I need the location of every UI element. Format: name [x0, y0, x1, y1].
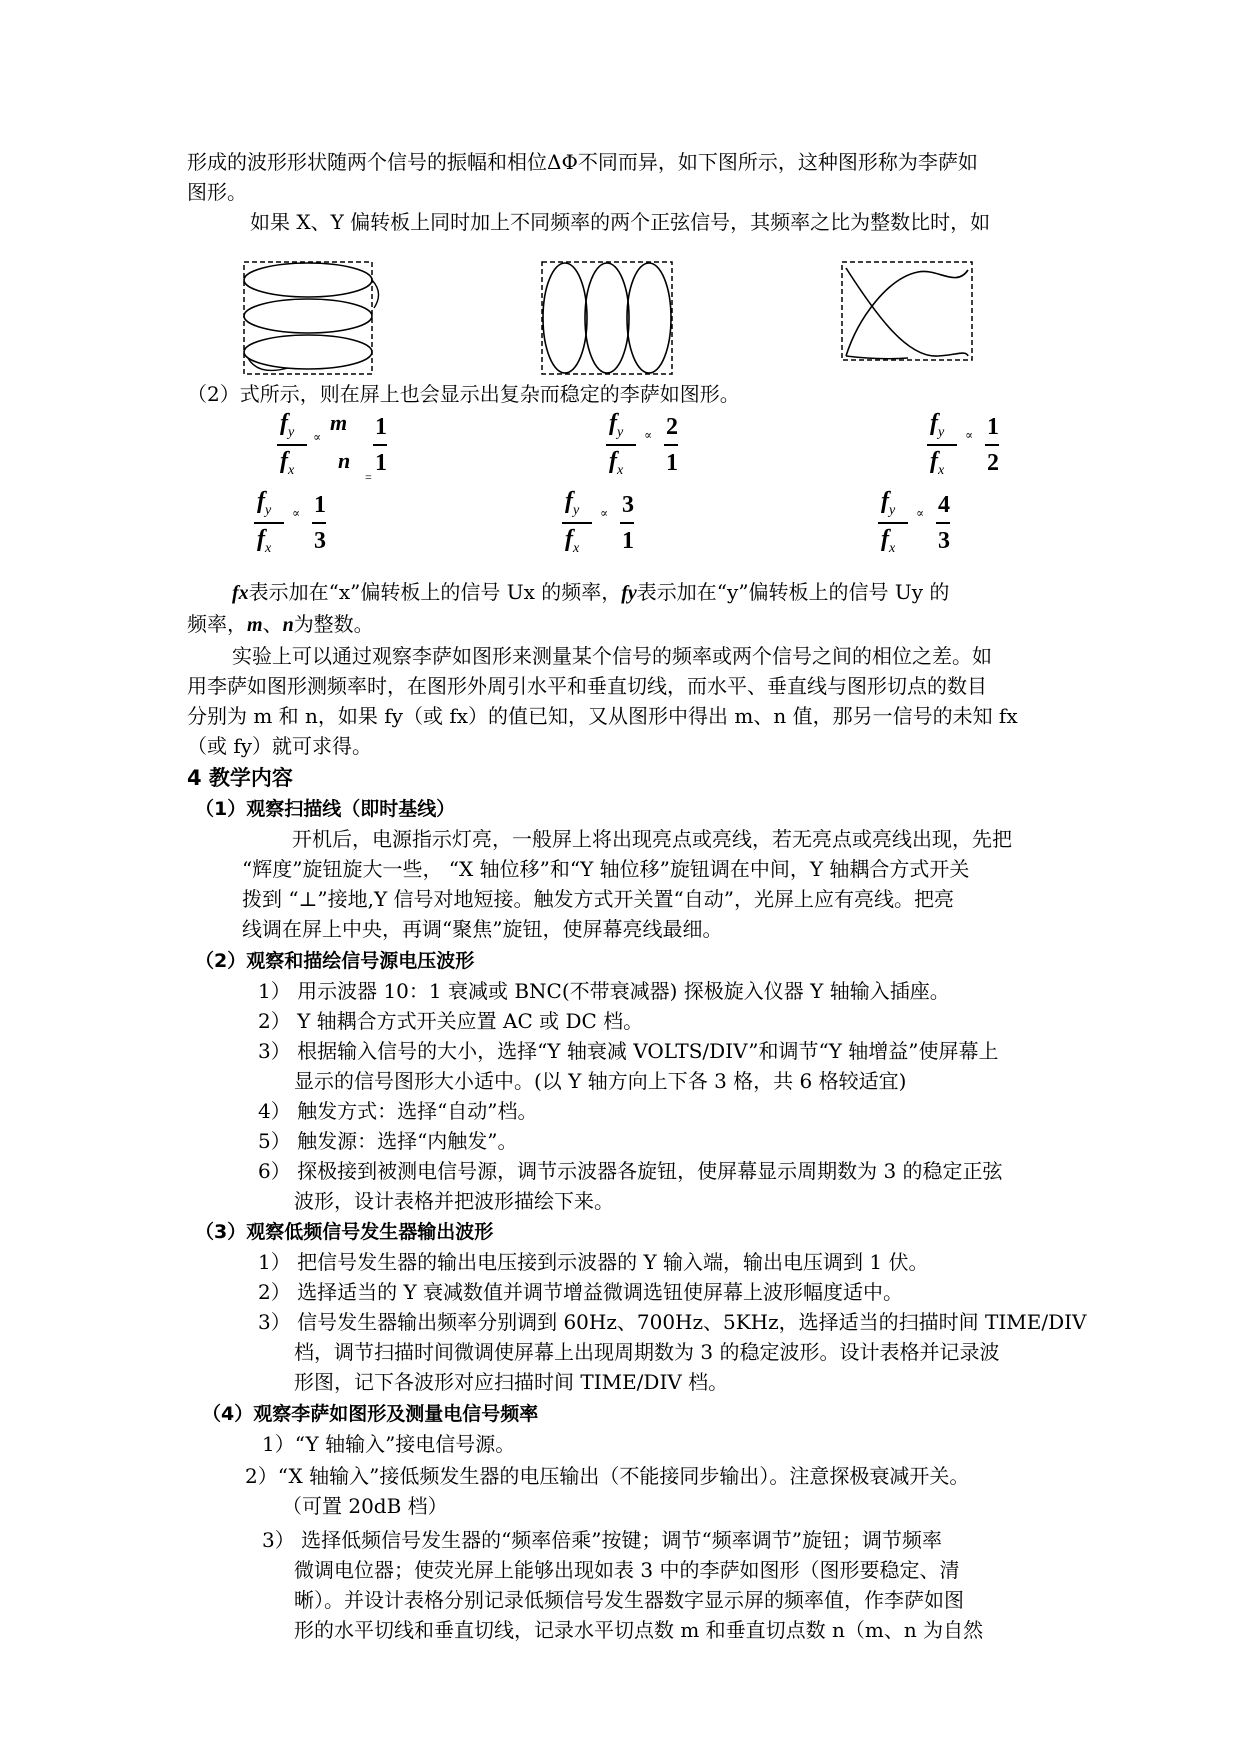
list-item-continuation: 档，调节扫描时间微调使屏幕上出现周期数为 3 的稳定波形。设计表格并记录波 — [294, 1340, 1000, 1364]
formula-ratio-3-1: $f_y$ $f_x$ ∝ 3 1 — [560, 488, 660, 568]
lissajous-figure-1-3 — [238, 258, 388, 380]
formula-ratio-1-2: $f_y$ $f_x$ ∝ 1 2 — [925, 410, 1025, 490]
list-item-continuation: 形图，记下各波形对应扫描时间 TIME/DIV 档。 — [294, 1370, 729, 1394]
paragraph-line: “辉度”旋钮旋大一些， “X 轴位移”和“Y 轴位移”旋钮调在中间，Y 轴耦合方式开关 — [242, 857, 970, 881]
paragraph-line: 如果 X、Y 偏转板上同时加上不同频率的两个正弦信号，其频率之比为整数比时，如 — [250, 210, 991, 234]
paragraph-line: fx表示加在“x”偏转板上的信号 Ux 的频率，fy表示加在“y”偏转板上的信号 Uy 的 — [232, 580, 950, 604]
paragraph-line: 线调在屏上中央，再调“聚焦”旋钮，使屏幕亮线最细。 — [242, 917, 723, 941]
list-item: 6） 探极接到被测电信号源，调节示波器各旋钮，使屏幕显示周期数为 3 的稳定正弦 — [258, 1159, 1003, 1183]
list-item: 5） 触发源：选择“内触发”。 — [258, 1129, 518, 1153]
paragraph-line: （2）式所示，则在屏上也会显示出复杂而稳定的李萨如图形。 — [187, 382, 740, 406]
list-item: 1）“Y 轴输入”接电信号源。 — [262, 1432, 516, 1456]
formula-ratio-2-1: $f_y$ $f_x$ ∝ 2 1 — [604, 410, 704, 490]
paragraph-line: 拨到 “⊥”接地,Y 信号对地短接。触发方式开关置“自动”，光屏上应有亮线。把亮 — [242, 887, 954, 911]
list-item-continuation: （可置 20dB 档） — [282, 1494, 448, 1518]
paragraph-line: 开机后，电源指示灯亮，一般屏上将出现亮点或亮线，若无亮点或亮线出现，先把 — [292, 827, 1012, 851]
list-item: 3） 根据输入信号的大小，选择“Y 轴衰减 VOLTS/DIV”和调节“Y 轴增益”使屏幕上 — [258, 1039, 999, 1063]
list-item: 2） 选择适当的 Y 衰减数值并调节增益微调选钮使屏幕上波形幅度适中。 — [258, 1280, 903, 1304]
symbol-fx: fx — [232, 582, 249, 604]
lissajous-figure-1-2 — [838, 258, 978, 366]
list-item-continuation: 显示的信号图形大小适中。(以 Y 轴方向上下各 3 格，共 6 格较适宜) — [294, 1069, 907, 1093]
paragraph-line: 实验上可以通过观察李萨如图形来测量某个信号的频率或两个信号之间的相位之差。如 — [232, 644, 992, 668]
formula-ratio-m-n: $f_y$ $f_x$ ∝ m n = 1 1 — [275, 410, 415, 490]
list-item: 4） 触发方式：选择“自动”档。 — [258, 1099, 538, 1123]
subsection-title: （2）观察和描绘信号源电压波形 — [195, 950, 475, 972]
paragraph-line: 图形。 — [187, 180, 247, 204]
formula-ratio-4-3: $f_y$ $f_x$ ∝ 4 3 — [876, 488, 976, 568]
section-title: 4 教学内容 — [187, 766, 293, 790]
paragraph-line: 形成的波形形状随两个信号的振幅和相位ΔΦ不同而异，如下图所示，这种图形称为李萨如 — [187, 150, 978, 174]
paragraph-line: 分别为 m 和 n，如果 fy（或 fx）的值已知，又从图形中得出 m、n 值，那另一信号的未知 fx — [187, 704, 1018, 728]
paragraph-line: 频率，m、n为整数。 — [187, 612, 374, 636]
list-item-continuation: 形的水平切线和垂直切线，记录水平切点数 m 和垂直切点数 n（m、n 为自然 — [294, 1618, 984, 1642]
symbol-fy: fy — [621, 582, 637, 604]
paragraph-line: （或 fy）就可求得。 — [187, 734, 373, 758]
list-item: 3） 选择低频信号发生器的“频率倍乘”按键；调节“频率调节”旋钮；调节频率 — [262, 1528, 942, 1552]
list-item-continuation: 晰）。并设计表格分别记录低频信号发生器数字显示屏的频率值，作李萨如图 — [294, 1588, 964, 1612]
list-item: 1） 把信号发生器的输出电压接到示波器的 Y 输入端，输出电压调到 1 伏。 — [258, 1250, 929, 1274]
list-item-continuation: 微调电位器；使荧光屏上能够出现如表 3 中的李萨如图形（图形要稳定、清 — [294, 1558, 960, 1582]
formula-ratio-1-3: $f_y$ $f_x$ ∝ 1 3 — [252, 488, 352, 568]
subsection-title: （4）观察李萨如图形及测量电信号频率 — [202, 1403, 539, 1425]
subsection-title: （3）观察低频信号发生器输出波形 — [195, 1221, 494, 1243]
list-item: 2）“X 轴输入”接低频发生器的电压输出（不能接同步输出）。注意探极衰减开关。 — [245, 1464, 970, 1488]
lissajous-figure-3-1 — [538, 258, 678, 380]
list-item: 3） 信号发生器输出频率分别调到 60Hz、700Hz、5KHz，选择适当的扫描时间 TIME/DIV — [258, 1310, 1087, 1334]
list-item: 1） 用示波器 10：1 衰减或 BNC(不带衰减器) 探极旋入仪器 Y 轴输入插座。 — [258, 979, 950, 1003]
subsection-title: （1）观察扫描线（即时基线） — [195, 798, 456, 820]
list-item: 2） Y 轴耦合方式开关应置 AC 或 DC 档。 — [258, 1009, 644, 1033]
list-item-continuation: 波形，设计表格并把波形描绘下来。 — [294, 1189, 614, 1213]
paragraph-line: 用李萨如图形测频率时，在图形外周引水平和垂直切线，而水平、垂直线与图形切点的数目 — [187, 674, 987, 698]
